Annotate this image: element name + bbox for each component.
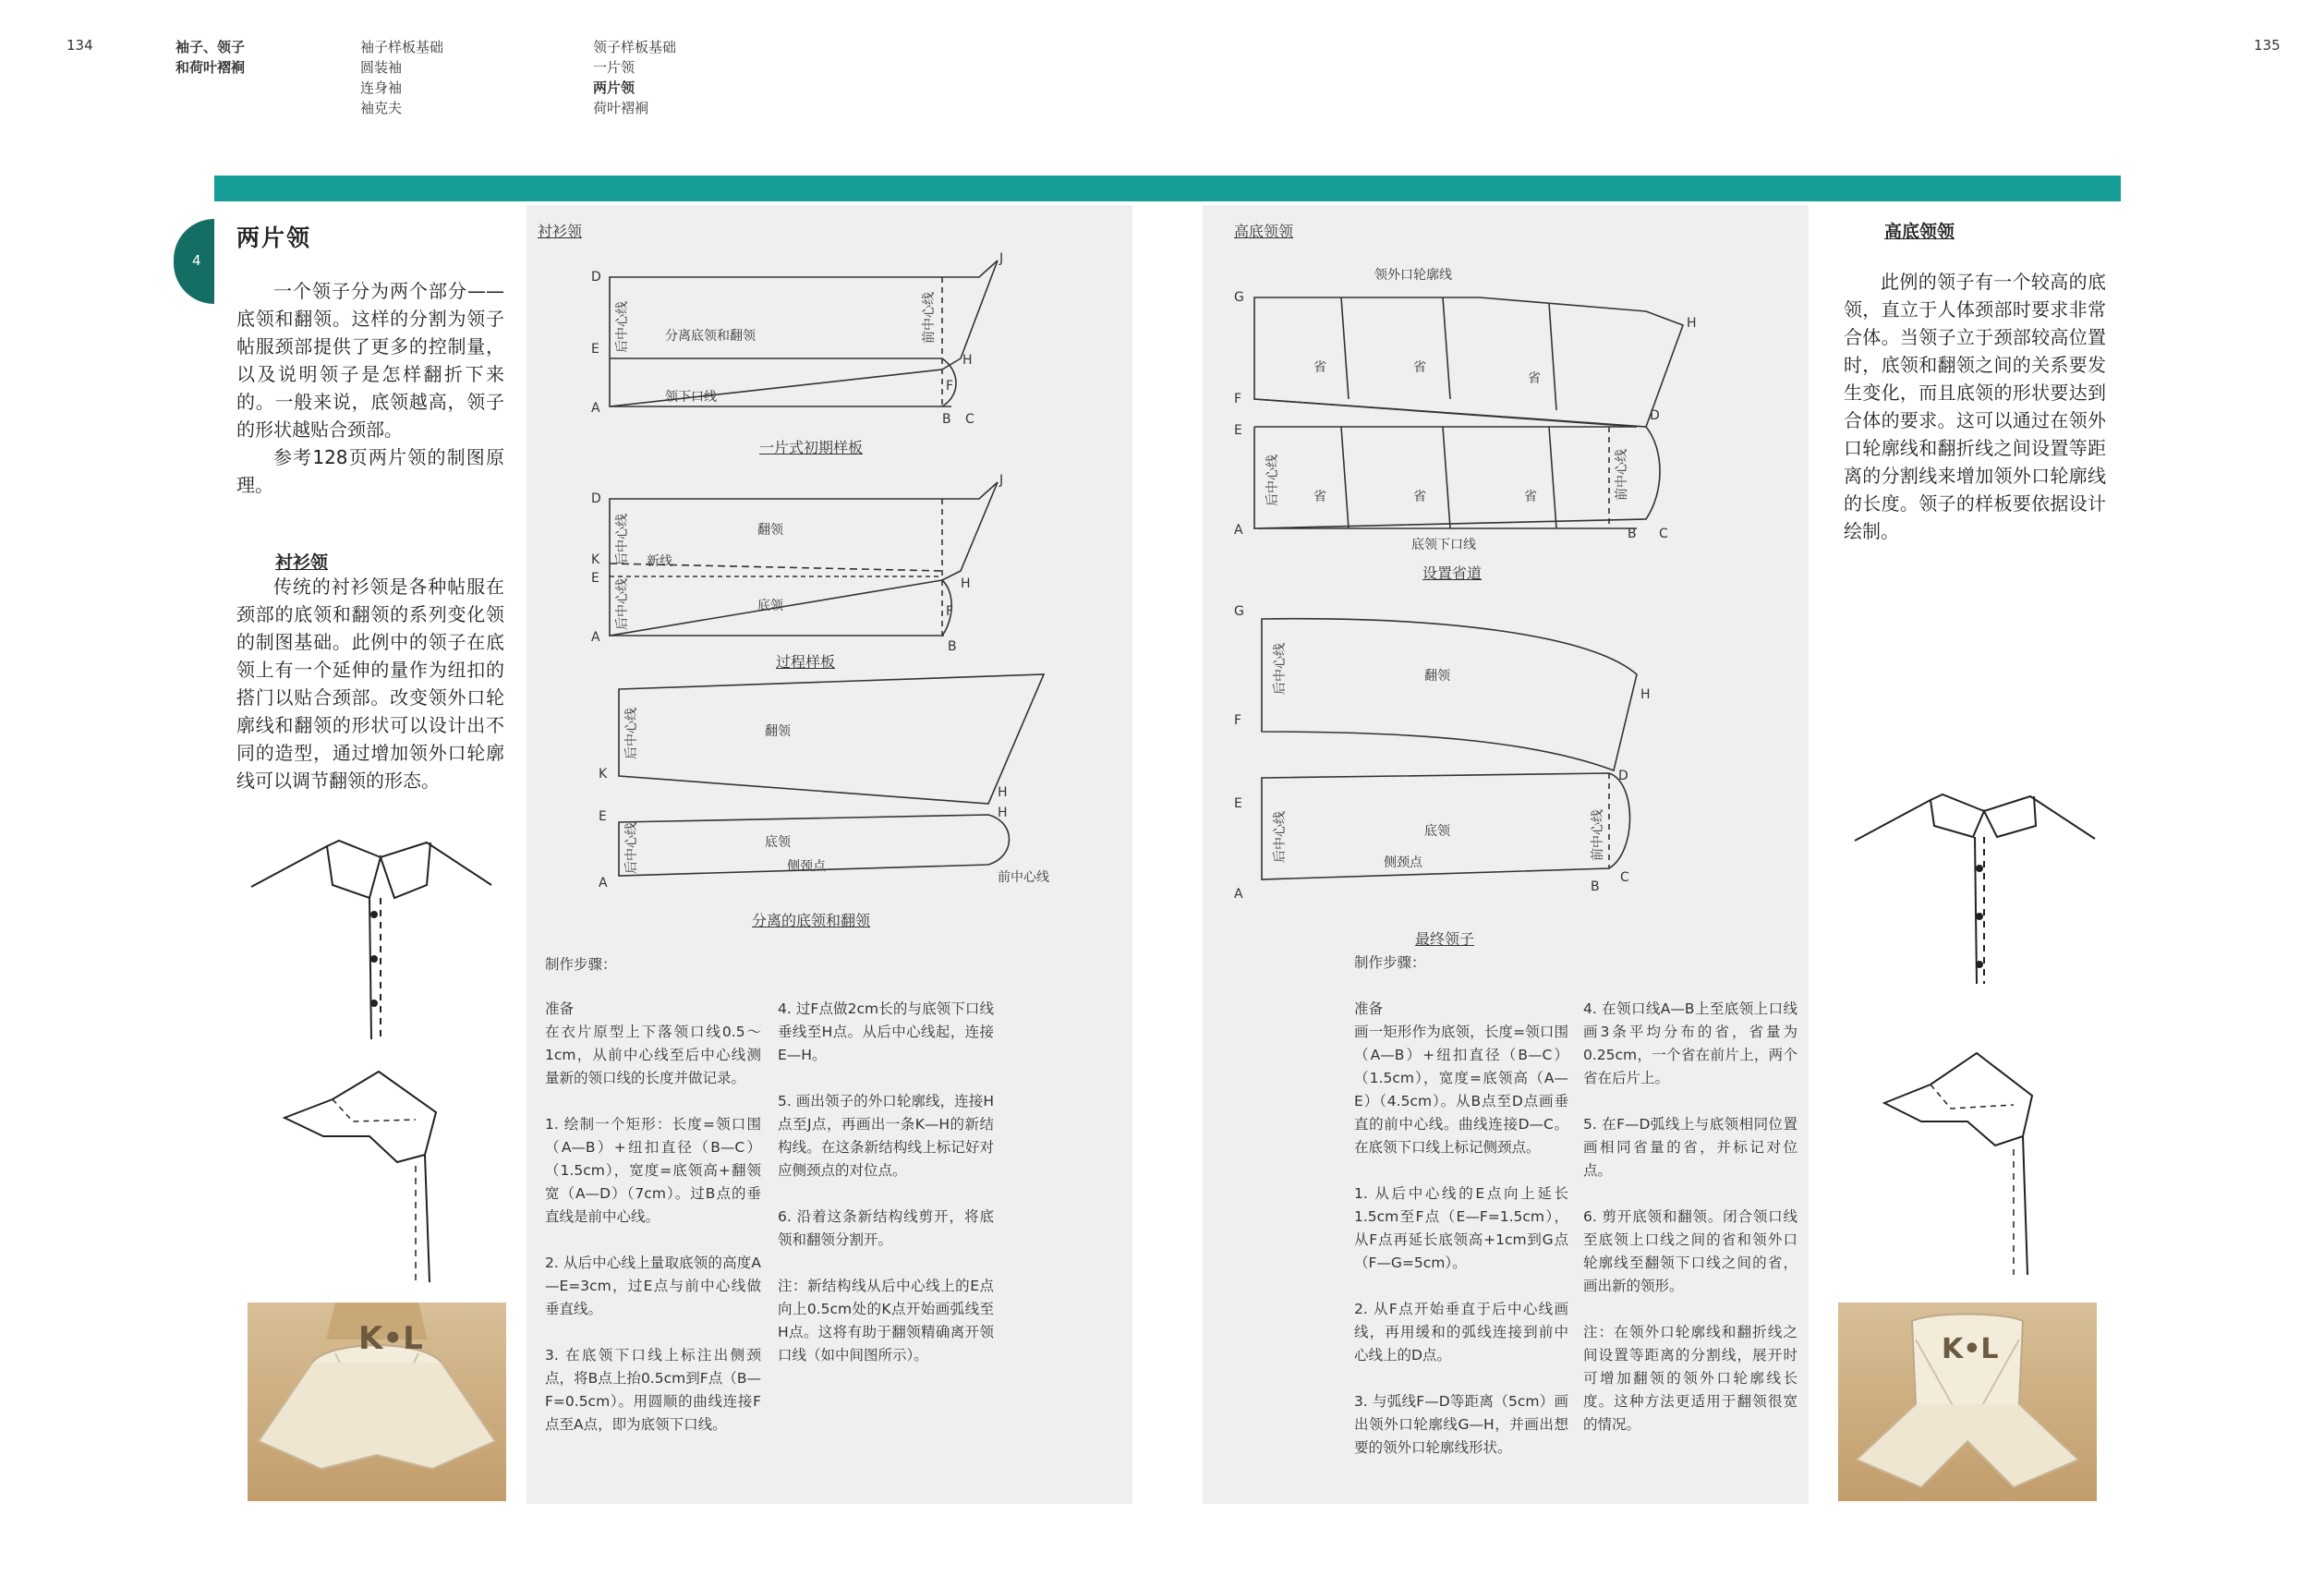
svg-text:E: E — [1234, 796, 1242, 811]
label-D: D — [591, 491, 601, 506]
high-collar-front-illustration — [1846, 785, 2104, 998]
step-2: 2. 从F点开始垂直于后中心线画线，再用缓和的弧线连接到前中心线上的D点。 — [1354, 1301, 1568, 1364]
page-number-right: 135 — [2254, 37, 2281, 54]
step-5: 5. 在F—D弧线上与底领相同位置画相同省量的省，并标记对位点。 — [1583, 1116, 1797, 1179]
label-side-neck: 侧颈点 — [1384, 855, 1422, 870]
label-outer-edge: 领外口轮廓线 — [1374, 268, 1452, 283]
final-caption: 最终领子 — [1415, 930, 1475, 948]
step-6: 6. 沿着这条新结构线剪开，将底领和翻领分割开。 — [778, 1208, 994, 1248]
label-dart: 省 — [1313, 490, 1326, 504]
label-dart: 省 — [1413, 360, 1426, 375]
label-J: J — [999, 251, 1004, 266]
page-title: 两片领 — [236, 224, 312, 251]
label-K: K — [599, 767, 608, 782]
label-back-center: 后中心线 — [1273, 643, 1288, 695]
step-4: 4. 过F点做2cm长的与底领下口线垂线至H点。从后中心线起，连接E—H。 — [778, 1000, 994, 1063]
step-note: 注：新结构线从后中心线上的E点向上0.5cm处的K点开始画弧线至H点。这将有助于翻领精确离开领口线（如中间图所示）。 — [778, 1278, 994, 1364]
nav-item[interactable]: 袖克夫 — [360, 100, 403, 116]
high-stand-collar-panel — [1203, 205, 1809, 1504]
mannequin-photo-shirt-collar — [248, 1303, 506, 1501]
high-steps-col2 — [1583, 998, 1797, 1460]
nav-item-current[interactable]: 两片领 — [593, 79, 635, 96]
nav-item[interactable]: 荷叶褶裥 — [593, 100, 649, 116]
chapter-tab-number: 4 — [192, 252, 201, 269]
svg-text:D: D — [1618, 769, 1628, 783]
high-stand-heading: 高底领领 — [1884, 222, 1955, 242]
shirt-steps-col1 — [545, 998, 761, 1460]
step-5: 5. 画出领子的外口轮廓线，连接H点至J点，再画出一条K—H的新结构线。在这条新结构线上标记好对应侧颈点的对位点。 — [778, 1093, 994, 1179]
label-back-center: 后中心线 — [624, 708, 639, 759]
nav-item[interactable]: 袖子样板基础 — [360, 39, 444, 55]
svg-text:H: H — [1687, 316, 1697, 331]
step-1: 1. 绘制一个矩形：长度=领口围（A—B）+纽扣直径（B—C）（1.5cm），宽度=底领高+翻领宽（A—D）（7cm）。过B点的垂直线是前中心线。 — [545, 1116, 761, 1225]
label-F: F — [946, 379, 954, 394]
label-A: A — [591, 401, 600, 416]
label-dart: 省 — [1528, 371, 1541, 386]
svg-text:C: C — [1620, 870, 1629, 885]
nav-item[interactable]: 领子样板基础 — [593, 39, 677, 55]
high-steps-title: 制作步骤： — [1354, 954, 1426, 971]
nav-collars — [593, 37, 676, 118]
step-prep: 画一矩形作为底领，长度=领口围（A—B）+纽扣直径（B—C）（1.5cm），宽度=底领高（A—E）（4.5cm）。从B点至D点画垂直的前中心线。曲线连接D—C。在底领下口线上标记侧颈点。 — [1354, 1024, 1568, 1156]
label-dart: 省 — [1313, 360, 1326, 375]
svg-text:B: B — [1591, 879, 1600, 894]
step-prep-title: 准备 — [1354, 1000, 1384, 1017]
chapter-tab — [174, 219, 214, 304]
high-steps-col1 — [1354, 998, 1568, 1483]
label-E: E — [599, 809, 607, 824]
reference-paragraph: 参考128页两片领的制图原理。 — [236, 446, 504, 496]
step-6: 6. 剪开底领和翻领。闭合领口线至底领上口线之间的省和领外口轮廓线至翻领下口线之间的省，画出新的领形。 — [1583, 1208, 1797, 1294]
teal-header-bar — [214, 176, 2121, 201]
fig2-caption: 过程样板 — [776, 653, 836, 671]
page-number-left: 134 — [67, 37, 93, 54]
svg-text:D: D — [1650, 408, 1660, 423]
high-stand-drafts — [1203, 205, 1809, 944]
nav-item[interactable]: 圆装袖 — [360, 59, 403, 76]
high-panel-section-title: 高底领领 — [1234, 223, 1294, 240]
nav-item[interactable]: 一片领 — [593, 59, 635, 76]
label-front-center: 前中心线 — [1615, 449, 1629, 501]
label-back-center: 后中心线 — [615, 301, 630, 353]
step-prep: 在衣片原型上下落领口线0.5～1cm，从前中心线至后中心线测量新的领口线的长度并做记录。 — [545, 1024, 761, 1086]
shirt-collar-side-illustration — [277, 1062, 480, 1284]
shirt-steps-col2 — [778, 998, 994, 1390]
step-3: 3. 在底领下口线上标注出侧颈点，将B点上抬0.5cm到F点（B—F=0.5cm）。用圆顺的曲线连接F点至A点，即为底领下口线。 — [545, 1347, 761, 1433]
step-note: 注：在领外口轮廓线和翻折线之间设置等距离的分割线，展开时可增加翻领的领外口轮廓线长度。这种方法更适用于翻领很宽的情况。 — [1583, 1324, 1797, 1433]
label-H: H — [998, 806, 1008, 820]
nav-chapter-line: 和荷叶褶裥 — [176, 59, 246, 76]
step-3: 3. 与弧线F—D等距离（5cm）画出领外口轮廓线G—H，并画出想要的领外口轮廓线形状。 — [1354, 1393, 1568, 1456]
nav-sleeves — [360, 37, 443, 118]
high-stand-paragraph: 此例的领子有一个较高的底领，直立于人体颈部时要求非常合体。当领子立于颈部较高位置时，底领和翻领之间的关系要发生变化，而且底领的形状要达到合体的要求。这可以通过在领外口轮廓线和翻折线之间设置等距离的分割线来增加领外口轮廓线的长度。领子的样板要依据设计绘制。 — [1844, 271, 2106, 542]
label-J: J — [999, 473, 1004, 488]
intro-paragraph: 一个领子分为两个部分——底领和翻领。这样的分割为领子帖服颈部提供了更多的控制量，以及说明领子是怎样翻折下来的。一般来说，底领越高，领子的形状越贴合颈部。 — [236, 280, 504, 441]
label-F: F — [946, 604, 954, 619]
label-E: E — [591, 571, 599, 586]
label-front-center: 前中心线 — [998, 870, 1049, 885]
label-dart: 省 — [1524, 490, 1537, 504]
svg-text:E: E — [1234, 423, 1242, 438]
label-stand: 底领 — [1424, 824, 1450, 839]
svg-text:A: A — [1234, 523, 1243, 538]
shirt-panel-section-title: 衬衫领 — [538, 223, 583, 240]
label-H: H — [962, 353, 973, 368]
step-prep-title: 准备 — [545, 1000, 575, 1017]
label-neckline: 领下口线 — [665, 390, 717, 405]
label-D: D — [591, 270, 601, 285]
shirt-collar-panel — [527, 205, 1132, 1504]
label-separate: 分离底领和翻领 — [665, 329, 756, 344]
nav-item[interactable]: 连身袖 — [360, 79, 403, 96]
label-front-center: 前中心线 — [922, 292, 937, 344]
svg-text:A: A — [1234, 887, 1243, 902]
label-back-center: 后中心线 — [1265, 455, 1280, 506]
svg-text:H: H — [1640, 687, 1651, 702]
shirt-steps-title: 制作步骤： — [545, 956, 617, 973]
step-1: 1. 从后中心线的E点向上延长1.5cm至F点（E—F=1.5cm），从F点再延长底领高+1cm到G点（F—G=5cm）。 — [1354, 1185, 1568, 1271]
label-front-center: 前中心线 — [1591, 809, 1605, 861]
label-topcollar: 翻领 — [765, 724, 791, 739]
shirt-collar-heading: 衬衫领 — [275, 552, 329, 573]
label-H: H — [998, 785, 1008, 800]
label-stand: 底领 — [757, 599, 783, 613]
label-K: K — [591, 552, 600, 567]
mannequin-photo-high-collar — [1838, 1303, 2097, 1501]
photo-logo: K•L — [1942, 1333, 1999, 1365]
svg-text:G: G — [1234, 604, 1244, 619]
shirt-collar-paragraph: 传统的衬衫领是各种帖服在颈部的底领和翻领的系列变化领的制图基础。此例中的领子在底领上有一个延伸的量作为纽扣的搭门以贴合颈部。改变领外口轮廓线和翻领的形状可以设计出不同的造型，通过增加领外口轮廓线可以调节翻领的形态。 — [236, 576, 504, 792]
label-back-center: 后中心线 — [615, 514, 630, 565]
label-back-center: 后中心线 — [624, 822, 639, 874]
svg-text:G: G — [1234, 290, 1244, 305]
label-stand-neckline: 底领下口线 — [1411, 538, 1476, 552]
label-side-neck: 侧颈点 — [787, 859, 826, 874]
step-4: 4. 在领口线A—B上至底领上口线画3条平均分布的省，省量为0.25cm，一个省在前片上，两个省在后片上。 — [1583, 1000, 1797, 1086]
label-back-center: 后中心线 — [1273, 811, 1288, 863]
label-E: E — [591, 342, 599, 357]
photo-logo: K•L — [358, 1320, 423, 1357]
label-back-center: 后中心线 — [615, 578, 630, 630]
label-newline: 新线 — [647, 554, 672, 569]
label-stand: 底领 — [765, 835, 791, 850]
label-A: A — [599, 876, 608, 891]
nav-chapter-line: 袖子、领子 — [176, 39, 246, 55]
label-topcollar: 翻领 — [1424, 669, 1450, 684]
nav-chapter — [176, 37, 245, 78]
high-collar-side-illustration — [1875, 1044, 2078, 1284]
fig1-caption: 一片式初期样板 — [759, 439, 864, 456]
fig3-caption: 分离的底领和翻领 — [752, 912, 871, 929]
label-B: B — [948, 639, 957, 654]
label-A: A — [591, 630, 600, 645]
label-dart: 省 — [1413, 490, 1426, 504]
label-C: C — [965, 412, 974, 427]
svg-text:C: C — [1659, 527, 1668, 541]
label-topcollar: 翻领 — [757, 523, 783, 538]
label-B: B — [942, 412, 951, 427]
svg-text:F: F — [1234, 713, 1242, 728]
svg-text:B: B — [1628, 527, 1637, 541]
svg-text:F: F — [1234, 392, 1242, 406]
label-H: H — [961, 576, 971, 591]
dart-caption: 设置省道 — [1422, 564, 1483, 582]
step-2: 2. 从后中心线上量取底领的高度A—E=3cm，过E点与前中心线做垂直线。 — [545, 1255, 761, 1317]
shirt-collar-front-illustration — [242, 831, 501, 1044]
shirt-collar-drafts — [527, 205, 1132, 944]
